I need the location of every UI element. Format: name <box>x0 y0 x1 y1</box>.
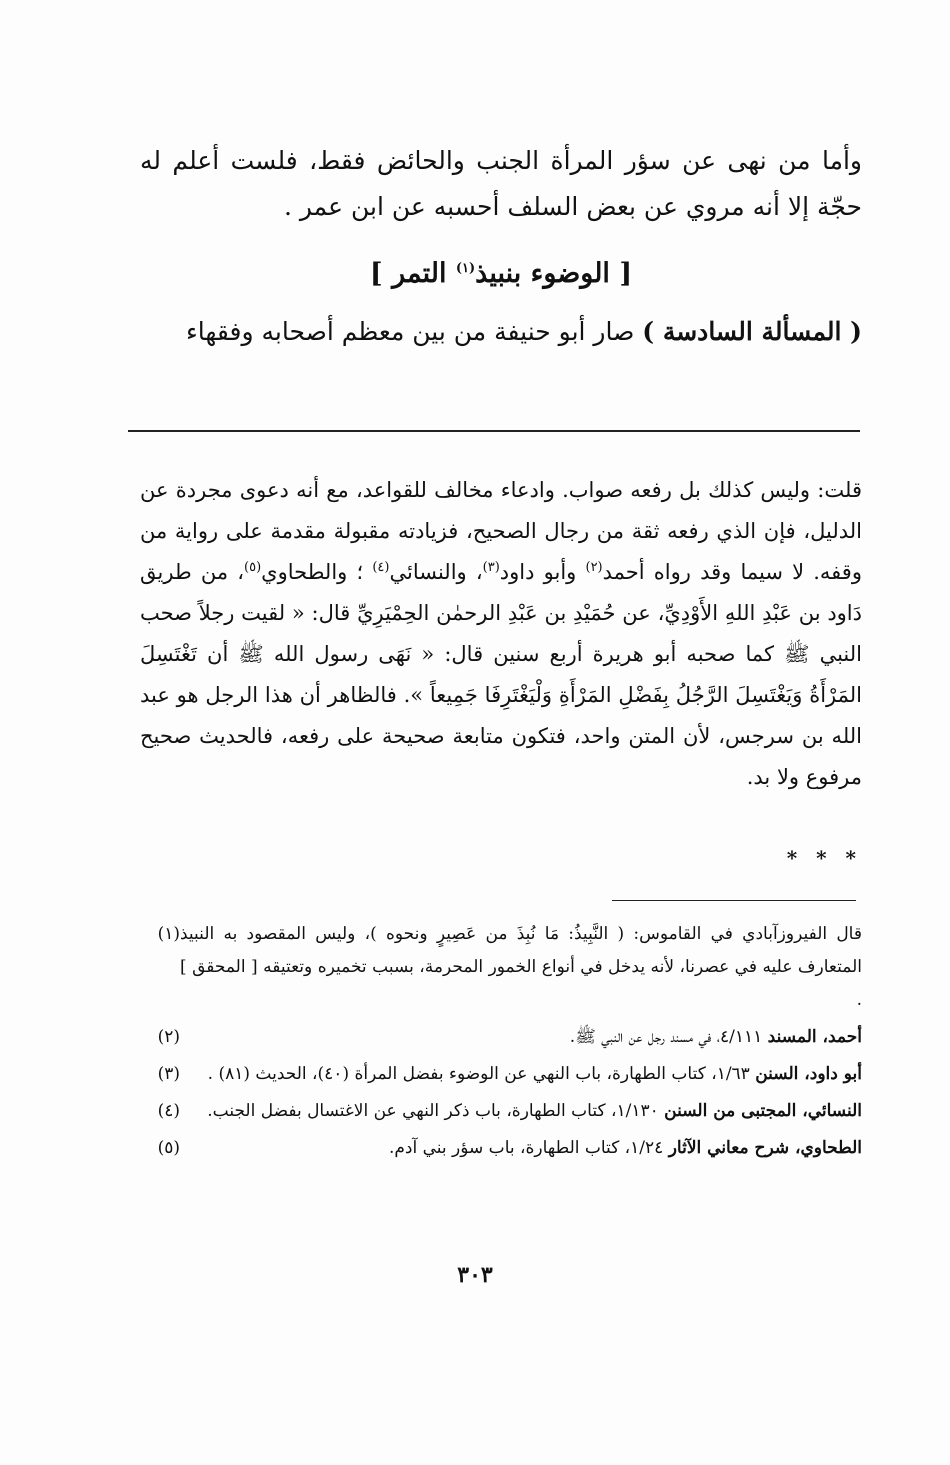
main-divider <box>128 430 860 432</box>
footnote-detail: ٤/١١١، في مسند رجل عن النبي ﷺ. <box>569 1027 768 1047</box>
footnote-number: (١) <box>157 924 180 944</box>
footnotes <box>140 918 862 1169</box>
commentary-text-2: وأبو داود <box>499 560 586 584</box>
heading-text-end: التمر ] <box>369 258 456 289</box>
main-text <box>140 138 862 355</box>
footnote-ref-5: (٥) <box>244 560 262 575</box>
footnote-text <box>180 1058 862 1091</box>
footnote-source: أحمد، المسند <box>767 1027 862 1047</box>
footnote-text <box>180 1132 862 1165</box>
commentary-text-1: قلت: وليس كذلك بل رفعه صواب. وادعاء مخالف للقواعد، مع أنه دعوى مجردة عن الدليل، فإن الذي رفعه ثقة من رجال الصحيح، فزيادته مقبولة مقدمة على رواية من وقفه. لا سيما وقد رواه أحمد <box>140 478 862 584</box>
footnote-source: النسائي، المجتبى من السنن <box>664 1101 862 1121</box>
footnote-text: قال الفيروزآبادي في القاموس: ( النَّبِيذُ: مَا نُبِذَ من عَصِيرٍ ونحوه )، وليس المقصود به النبيذ المتعارف عليه في عصرنا، لأنه يدخل في أنواع الخمور المحرمة، بسبب تخميره وتعتيقه [ المحقق ] . <box>180 924 862 1010</box>
commentary-paragraph <box>140 470 862 798</box>
masala-label: ( المسألة السادسة ) <box>642 317 862 346</box>
footnote-number: (٣) <box>157 1064 180 1084</box>
footnote-item <box>140 1132 862 1165</box>
page-number: ٣٠٣ <box>457 1262 493 1288</box>
footnote-detail: ١/٢٤، كتاب الطهارة، باب سؤر بني آدم. <box>388 1138 669 1158</box>
masala-paragraph <box>140 309 862 355</box>
footnote-text <box>180 1021 862 1054</box>
footnote-number: (٢) <box>157 1027 180 1047</box>
footnote-item <box>140 918 862 1017</box>
footnote-number: (٤) <box>157 1101 180 1121</box>
footnote-source: الطحاوي، شرح معاني الآثار <box>668 1138 862 1158</box>
footnote-detail: ١/١٣٠، كتاب الطهارة، باب ذكر النهي عن الاغتسال بفضل الجنب. <box>207 1101 665 1121</box>
section-separator: * * * <box>786 846 862 870</box>
footnote-ref-3: (٣) <box>482 560 500 575</box>
footnote-ref-1: (١) <box>455 261 476 276</box>
footnote-ref-2: (٢) <box>585 560 603 575</box>
masala-text: صار أبو حنيفة من بين معظم أصحابه وفقهاء <box>185 317 643 346</box>
footnote-detail: ١/٦٣، كتاب الطهارة، باب النهي عن الوضوء بفضل المرأة (٤٠)، الحديث (٨١) . <box>207 1064 756 1084</box>
footnote-item <box>140 1021 862 1054</box>
heading-text-start: [ الوضوء بنبيذ <box>475 258 633 289</box>
main-paragraph: وأما من نهى عن سؤر المرأة الجنب والحائض فقط، فلست أعلم له حجّة إلا أنه مروي عن بعض السلف أحسبه عن ابن عمر . <box>140 146 862 221</box>
footnote-text <box>180 1095 862 1128</box>
section-heading <box>140 258 862 289</box>
footnote-item <box>140 1095 862 1128</box>
footnote-source: أبو داود، السنن <box>755 1064 862 1084</box>
commentary-text-4: ؛ والطحاوي <box>261 560 373 584</box>
footnote-ref-4: (٤) <box>372 560 390 575</box>
commentary <box>140 470 862 870</box>
footnote-number: (٥) <box>157 1138 180 1158</box>
footnote-item <box>140 1058 862 1091</box>
commentary-text-5: ، من طريق دَاود بن عَبْدِ اللهِ الأَوْدِيِّ، عن حُمَيْدِ بن عَبْدِ الرحمٰن الحِمْيَرِيِّ قال: « لقيت رجلاً صحب النبي ﷺ كما صحبه أبو هريرة أربع سنين قال: « نَهَى رسول الله ﷺ أن تَغْتَسِلَ المَرْأَةُ وَيَغْتَسِلَ الرَّجُلُ بِفَضْلِ المَرْأَةِ وَلْيَغْتَرِفَا جَمِيعاً ». فالظاهر أن هذا الرجل هو عبد الله بن سرجس، لأن المتن واحد، فتكون متابعة صحيحة على رفعه، فالحديث صحيح مرفوع ولا بد. <box>140 560 862 789</box>
footnote-divider <box>612 900 856 901</box>
commentary-text-3: ، والنسائي <box>389 560 483 584</box>
